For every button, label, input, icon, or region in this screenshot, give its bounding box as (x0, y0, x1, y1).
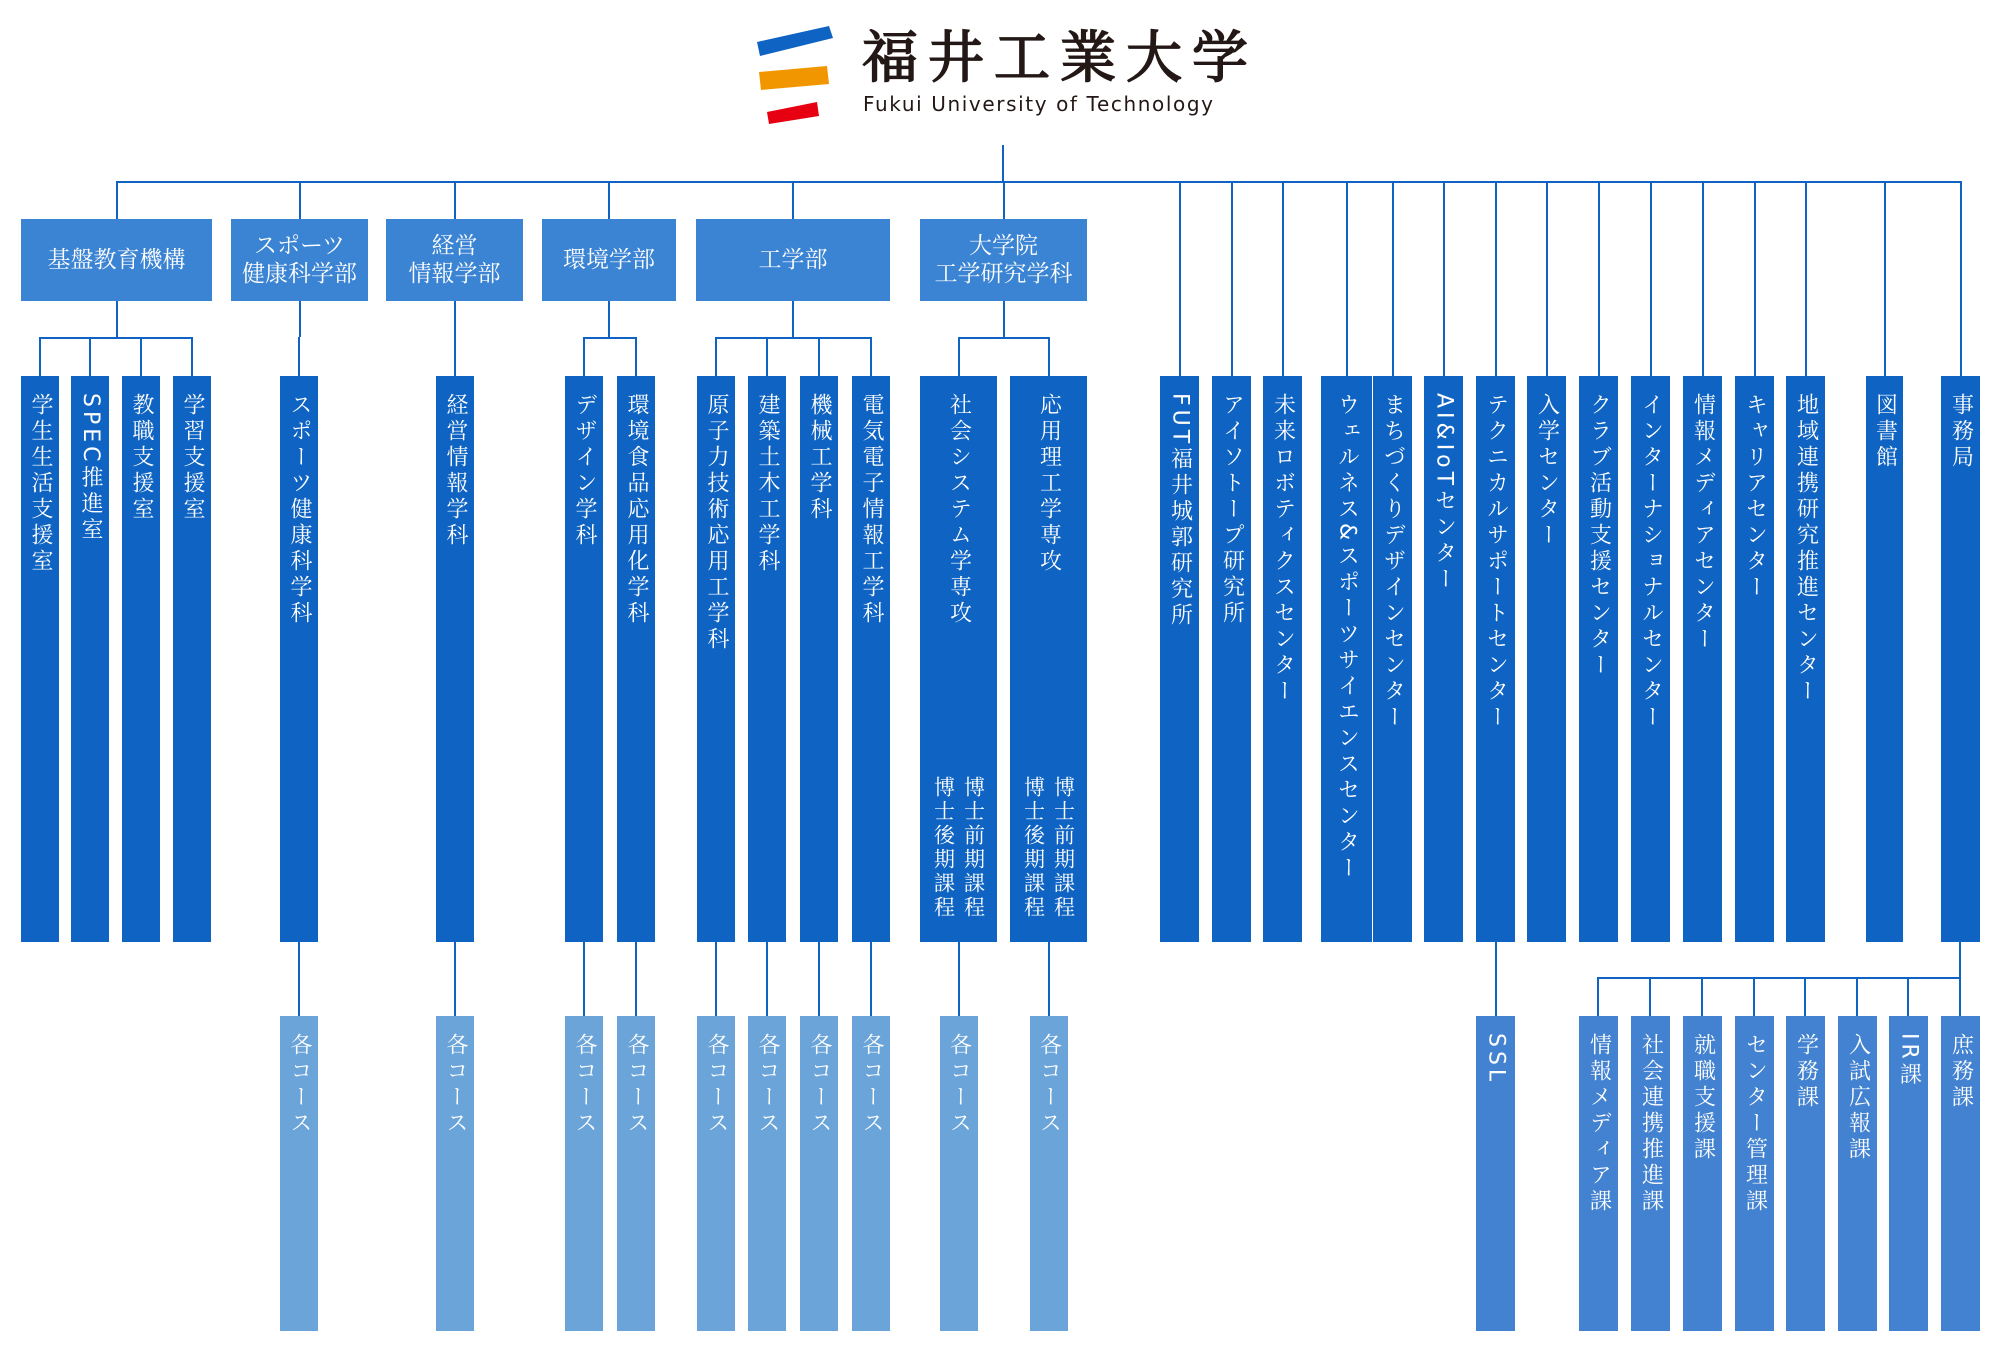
center-column-label: 情報メディアセンター (1690, 393, 1716, 653)
department-column-label: SPEC推進室 (78, 393, 103, 544)
department-column-label: 環境食品応用化学科 (624, 393, 649, 627)
faculty-header: 経営 情報学部 (386, 219, 523, 301)
center-column-label: AI&IoTセンター (1431, 393, 1457, 594)
department-column-label: スポーツ健康科学科 (287, 393, 312, 627)
unit-connector (583, 337, 585, 376)
course-connector (766, 942, 768, 1016)
center-connector (1231, 181, 1233, 376)
university-logo-mark (757, 26, 847, 126)
office-division-column-label: 入試広報課 (1845, 1033, 1871, 1163)
course-column-label: 各コース (704, 1033, 729, 1137)
department-column (280, 376, 318, 942)
faculty-down-connector (608, 301, 610, 337)
logo-stripe-orange (759, 66, 829, 90)
root-connector (1002, 145, 1004, 182)
department-column-label: 学習支援室 (180, 393, 205, 523)
degree-programs (1010, 776, 1087, 920)
division-connector (1907, 977, 1909, 1016)
degree-program: 博士後期課程 (1021, 776, 1046, 920)
course-column (436, 1016, 474, 1331)
center-column (1476, 376, 1515, 942)
sub-unit-column (1476, 1016, 1515, 1331)
center-column (1424, 376, 1463, 942)
center-connector (1282, 181, 1284, 376)
course-column-label: 各コース (807, 1033, 832, 1137)
unit-connector (1048, 337, 1050, 376)
top-horizontal-connector (116, 181, 1961, 183)
department-column (800, 376, 838, 942)
faculty-header: 基盤教育機構 (21, 219, 212, 301)
unit-connector (715, 337, 717, 376)
course-column (940, 1016, 978, 1331)
division-connector (1753, 977, 1755, 1016)
center-column (1373, 376, 1412, 942)
course-column-label: 各コース (1036, 1033, 1062, 1137)
major-column (1010, 376, 1087, 942)
faculty-connector (608, 181, 610, 219)
major-column-label: 社会システム学専攻 (946, 393, 972, 627)
department-column (748, 376, 786, 942)
office-division-column-label: 学務課 (1793, 1033, 1819, 1111)
course-connector (715, 942, 717, 1016)
degree-program: 博士後期課程 (931, 776, 956, 920)
center-column-label: アイソトープ研究所 (1219, 393, 1245, 627)
center-connector (1495, 181, 1497, 376)
center-connector (1960, 181, 1962, 376)
office-division-column (1786, 1016, 1825, 1331)
faculty-header: 環境学部 (542, 219, 676, 301)
faculty-connector (299, 181, 301, 219)
department-column (21, 376, 59, 942)
course-connector (1048, 942, 1050, 1016)
unit-horizontal-connector (715, 337, 872, 339)
office-division-column-label: 情報メディア課 (1586, 1033, 1612, 1215)
course-connector (635, 942, 637, 1016)
office-division-column-label: 社会連携推進課 (1638, 1033, 1664, 1215)
center-connector (1443, 181, 1445, 376)
center-column (1212, 376, 1251, 942)
office-division-column-label: IR課 (1896, 1033, 1922, 1089)
division-connector (1597, 977, 1599, 1016)
office-division-column (1838, 1016, 1877, 1331)
department-column (122, 376, 160, 942)
center-column (1735, 376, 1774, 942)
department-column-label: 電気電子情報工学科 (859, 393, 884, 627)
unit-connector (140, 337, 142, 376)
faculty-connector (1003, 181, 1005, 219)
course-connector (870, 942, 872, 1016)
division-connector (1649, 977, 1651, 1016)
course-connector (958, 942, 960, 1016)
center-connector (1598, 181, 1600, 376)
course-connector (583, 942, 585, 1016)
unit-horizontal-connector (583, 337, 637, 339)
department-column-label: 学生生活支援室 (28, 393, 53, 575)
center-column-label: FUT福井城郭研究所 (1167, 393, 1193, 630)
unit-connector (454, 337, 456, 376)
center-column-label: 図書館 (1872, 393, 1898, 471)
unit-connector (958, 337, 960, 376)
department-column (565, 376, 603, 942)
unit-connector (818, 337, 820, 376)
degree-program: 博士前期課程 (1051, 776, 1076, 920)
unit-connector (39, 337, 41, 376)
office-division-column-label: 庶務課 (1948, 1033, 1974, 1111)
center-column (1941, 376, 1980, 942)
center-connector (1179, 181, 1181, 376)
office-division-column (1889, 1016, 1928, 1331)
course-column-label: 各コース (946, 1033, 972, 1137)
degree-programs (920, 776, 997, 920)
center-column (1160, 376, 1199, 942)
center-connector (1805, 181, 1807, 376)
office-division-column (1579, 1016, 1618, 1331)
center-column-label: 未来ロボティクスセンター (1270, 393, 1296, 705)
course-column-label: 各コース (287, 1033, 312, 1137)
department-column-label: 教職支援室 (129, 393, 154, 523)
division-connector (1856, 977, 1858, 1016)
center-column (1631, 376, 1670, 942)
faculty-header: スポーツ 健康科学部 (231, 219, 368, 301)
course-column (280, 1016, 318, 1331)
course-column-label: 各コース (859, 1033, 884, 1137)
course-column (565, 1016, 603, 1331)
department-column-label: 機械工学科 (807, 393, 832, 523)
major-column-label: 応用理工学専攻 (1036, 393, 1062, 575)
course-column (617, 1016, 655, 1331)
center-column (1786, 376, 1825, 942)
office-division-column-label: 就職支援課 (1690, 1033, 1716, 1163)
course-column (800, 1016, 838, 1331)
unit-connector (870, 337, 872, 376)
logo-stripe-red (767, 102, 819, 124)
university-name-jp: 福井工業大学 (862, 25, 1258, 91)
faculty-down-connector (454, 301, 456, 337)
faculty-down-connector (1003, 301, 1005, 337)
faculty-connector (792, 181, 794, 219)
faculty-down-connector (116, 301, 118, 337)
center-column-label: ウェルネス&スポーツサイエンスセンター (1334, 393, 1360, 883)
course-connector (298, 942, 300, 1016)
office-division-column (1941, 1016, 1980, 1331)
logo-stripe-blue (757, 26, 833, 56)
center-connector (1546, 181, 1548, 376)
center-column-label: インターナショナルセンター (1638, 393, 1664, 731)
department-column (173, 376, 211, 942)
center-column-label: クラブ活動支援センター (1586, 393, 1612, 679)
center-column-label: 入学センター (1534, 393, 1560, 549)
department-column (697, 376, 735, 942)
department-column (71, 376, 109, 942)
major-column (920, 376, 997, 942)
faculty-header: 大学院 工学研究学科 (920, 219, 1087, 301)
sub-connector (1495, 942, 1497, 1016)
department-column-label: 建築土木工学科 (755, 393, 780, 575)
office-division-column-label: センター管理課 (1742, 1033, 1768, 1215)
course-connector (818, 942, 820, 1016)
department-column (436, 376, 474, 942)
unit-connector (191, 337, 193, 376)
faculty-connector (116, 181, 118, 219)
department-column-label: 経営情報学科 (443, 393, 468, 549)
division-connector (1701, 977, 1703, 1016)
unit-connector (298, 337, 300, 376)
sub-unit-column-label: SSL (1483, 1033, 1509, 1086)
office-down-connector (1959, 942, 1961, 978)
faculty-header: 工学部 (696, 219, 890, 301)
university-name-en: Fukui University of Technology (863, 92, 1215, 116)
course-column (697, 1016, 735, 1331)
department-column-label: デザイン学科 (572, 393, 597, 549)
course-connector (454, 942, 456, 1016)
center-column (1263, 376, 1302, 942)
center-connector (1346, 181, 1348, 376)
course-column-label: 各コース (572, 1033, 597, 1137)
center-connector (1392, 181, 1394, 376)
course-column-label: 各コース (624, 1033, 649, 1137)
center-column (1866, 376, 1903, 942)
degree-program: 博士前期課程 (961, 776, 986, 920)
unit-connector (89, 337, 91, 376)
center-column-label: まちづくりデザインセンター (1380, 393, 1406, 731)
department-column (617, 376, 655, 942)
office-division-column (1631, 1016, 1670, 1331)
center-column (1321, 376, 1372, 942)
office-division-column (1683, 1016, 1722, 1331)
faculty-down-connector (299, 301, 301, 337)
center-column (1579, 376, 1618, 942)
center-connector (1884, 181, 1886, 376)
division-connector (1959, 977, 1961, 1016)
department-column-label: 原子力技術応用工学科 (704, 393, 729, 653)
center-column-label: テクニカルサポートセンター (1483, 393, 1509, 731)
center-connector (1702, 181, 1704, 376)
university-logo (757, 25, 1258, 126)
center-column-label: キャリアセンター (1742, 393, 1768, 601)
center-connector (1754, 181, 1756, 376)
unit-horizontal-connector (39, 337, 193, 339)
department-column (852, 376, 890, 942)
office-division-column (1735, 1016, 1774, 1331)
course-column (1030, 1016, 1068, 1331)
unit-connector (635, 337, 637, 376)
center-connector (1650, 181, 1652, 376)
center-column-label: 地域連携研究推進センター (1793, 393, 1819, 705)
faculty-down-connector (792, 301, 794, 337)
division-connector (1804, 977, 1806, 1016)
center-column (1683, 376, 1722, 942)
center-column-label: 事務局 (1948, 393, 1974, 471)
faculty-connector (454, 181, 456, 219)
course-column (852, 1016, 890, 1331)
course-column (748, 1016, 786, 1331)
course-column-label: 各コース (755, 1033, 780, 1137)
unit-horizontal-connector (958, 337, 1050, 339)
unit-connector (766, 337, 768, 376)
course-column-label: 各コース (443, 1033, 468, 1137)
center-column (1527, 376, 1566, 942)
